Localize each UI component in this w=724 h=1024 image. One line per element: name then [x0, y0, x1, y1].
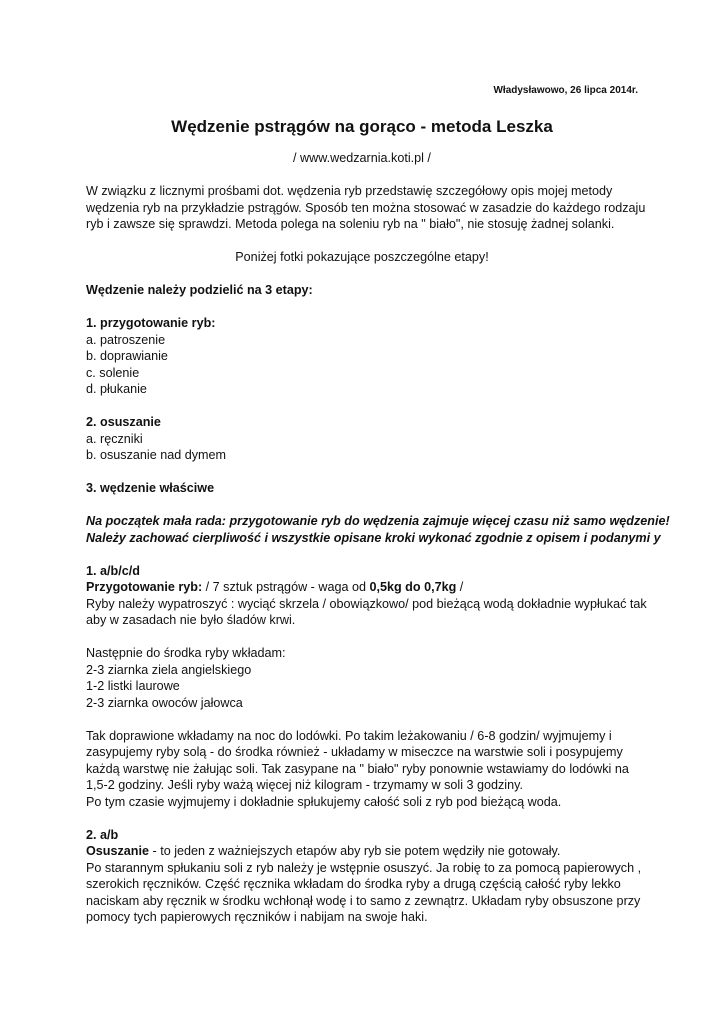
- prep-weight: 0,5kg do 0,7kg: [369, 580, 457, 594]
- salting-line: 1,5-2 godziny. Jeśli ryby ważą więcej niż kilogram - trzymamy w soli 3 godziny.: [86, 778, 523, 792]
- section-2: [86, 827, 642, 926]
- stage-3-title: 3. wędzenie właściwe: [86, 481, 215, 495]
- intro-line: wędzenia ryb na przykładzie pstrągów. Sposób ten można stosować w zasadzie do każdego rodzaju: [86, 200, 646, 215]
- gut-line: aby w zasadach nie było śladów krwi.: [86, 613, 296, 627]
- gut-line: Ryby należy wypatroszyć : wyciąć skrzela / obowiązkowo/ pod bieżącą wodą dokładnie wypłukać tak: [86, 596, 647, 611]
- advice-line: Na początek mała rada: przygotowanie ryb do wędzenia zajmuje więcej czasu niż samo wędzenie!: [86, 514, 670, 528]
- list-item: 2-3 ziarnka owoców jałowca: [86, 695, 243, 710]
- list-item: 2-3 ziarnka ziela angielskiego: [86, 662, 252, 677]
- stages-heading: Wędzenie należy podzielić na 3 etapy:: [86, 283, 313, 297]
- list-item: a. patroszenie: [86, 332, 166, 347]
- list-item: c. solenie: [86, 365, 140, 380]
- document-date: Władysławowo, 26 lipca 2014r.: [493, 85, 638, 96]
- prep-label: Przygotowanie ryb:: [86, 580, 203, 594]
- stuffing-intro: Następnie do środka ryby wkładam:: [86, 646, 286, 660]
- stage-2-title: 2. osuszanie: [86, 415, 161, 429]
- document-title: Wędzenie pstrągów na gorąco - metoda Leszka: [171, 117, 553, 136]
- list-item: d. płukanie: [86, 382, 147, 396]
- list-item: b. osuszanie nad dymem: [86, 448, 227, 462]
- prep-text-end: /: [456, 580, 464, 594]
- stage-2-list: [86, 414, 638, 464]
- intro-line: ryb i zawsze się sprawdzi. Metoda polega na soleniu ryb na " biało", nie stosuję żadnej solanki.: [86, 217, 615, 231]
- drying-detail-line: pomocy tych papierowych ręczników i nabijam na swoje haki.: [86, 910, 428, 924]
- website-link[interactable]: / www.wedzarnia.koti.pl /: [293, 151, 431, 165]
- list-item: 1-2 listki laurowe: [86, 679, 180, 693]
- section-2-heading: 2. a/b: [86, 827, 119, 842]
- section-1: [86, 563, 647, 629]
- advice-paragraph: [86, 513, 670, 546]
- advice-line: Należy zachować cierpliwość i wszystkie opisane kroki wykonać zgodnie z opisem i podanymi y: [86, 530, 661, 545]
- photos-note: Poniżej fotki pokazujące poszczególne etapy!: [235, 250, 489, 264]
- salting-paragraph: [86, 728, 638, 811]
- prep-line: [86, 579, 638, 596]
- salting-line: każdą warstwę nie żałując soli. Tak zasypane na " biało" ryby ponownie wstawiamy do lodówki na: [86, 761, 629, 776]
- stage-1-list: [86, 315, 638, 398]
- drying-detail-line: Po starannym spłukaniu soli z ryb należy je wstępnie osuszyć. Ja robię to za pomocą papierowych ,: [86, 860, 642, 875]
- drying-label: Osuszanie: [86, 844, 149, 858]
- list-item: a. ręczniki: [86, 431, 143, 446]
- stuffing-list: [86, 645, 638, 711]
- drying-text: - to jeden z ważniejszych etapów aby ryb sie potem wędziły nie gotowały.: [149, 844, 561, 858]
- intro-line: W związku z licznymi prośbami dot. wędzenia ryb przedstawię szczegółowy opis mojej metody: [86, 184, 613, 198]
- stage-1-title: 1. przygotowanie ryb:: [86, 316, 216, 330]
- salting-line: zasypujemy ryby solą - do środka również - układamy w miseczce na warstwie soli i posypujemy: [86, 745, 623, 759]
- salting-line: Tak doprawione wkładamy na noc do lodówki. Po takim leżakowaniu / 6-8 godzin/ wyjmujemy i: [86, 728, 612, 743]
- salting-line: Po tym czasie wyjmujemy i dokładnie spłukujemy całość soli z ryb pod bieżącą woda.: [86, 794, 562, 809]
- list-item: b. doprawianie: [86, 349, 168, 363]
- section-1-heading: 1. a/b/c/d: [86, 563, 140, 578]
- intro-paragraph: [86, 183, 646, 233]
- prep-text: / 7 sztuk pstrągów - waga od: [202, 580, 370, 594]
- drying-detail-line: naciskam aby ręcznik w środku wchłonął wodę i to samo z zewnątrz. Układam ryby obsuszone przy: [86, 893, 641, 908]
- drying-line: [86, 843, 638, 860]
- drying-detail-line: szerokich ręczników. Część ręcznika wkładam do środka ryby a drugą częścią całość ryby lekko: [86, 877, 621, 891]
